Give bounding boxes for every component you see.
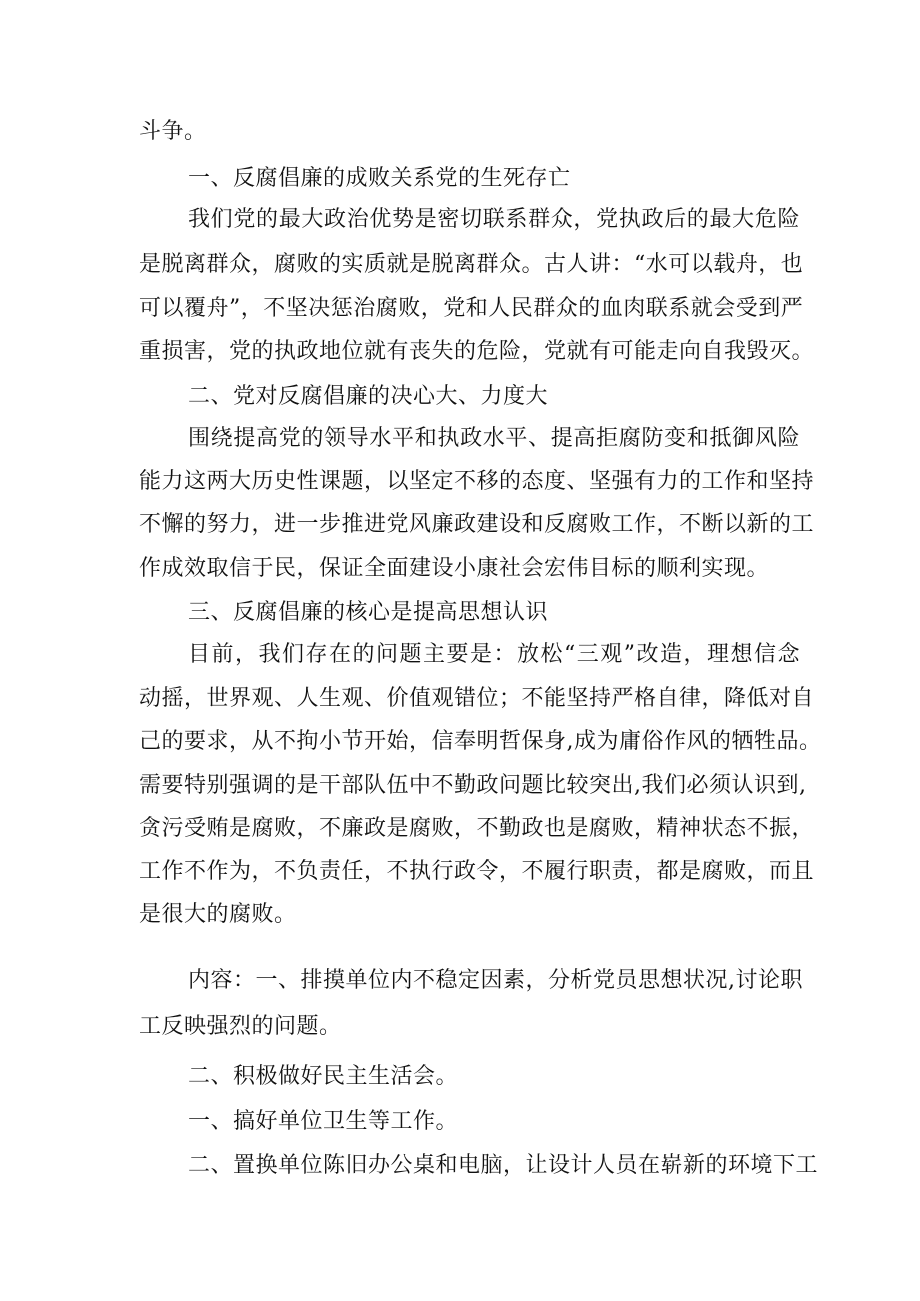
section-heading: 三、反腐倡廉的核心是提高思想认识 [188,600,549,625]
text-line: 可以覆舟”，不坚决惩治腐败，党和人民群众的血肉联系就会受到严 [139,296,804,321]
text-line: 不懈的努力，进一步推进党风廉政建设和反腐败工作，不断以新的工 [139,512,815,537]
text-line: 目前，我们存在的问题主要是：放松“三观”改造，理想信念 [188,642,800,667]
text-line: 工反映强烈的问题。 [139,1014,342,1039]
text-line: 需要特别强调的是干部队伍中不勤政问题比较突出,我们必须认识到, [139,773,807,798]
text-line: 是很大的腐败。 [139,902,297,927]
list-item: 一、搞好单位卫生等工作。 [188,1109,459,1134]
section-heading: 二、党对反腐倡廉的决心大、力度大 [188,384,549,409]
text-line: 贪污受贿是腐败，不廉政是腐败，不勤政也是腐败，精神状态不振， [139,816,815,841]
text-line: 作成效取信于民，保证全面建设小康社会宏伟目标的顺利实现。 [139,556,770,581]
text-line: 是脱离群众，腐败的实质就是脱离群众。古人讲：“水可以载舟，也 [139,252,804,277]
text-line: 围绕提高党的领导水平和执政水平、提高拒腐防变和抵御风险 [188,426,800,451]
text-line: 重损害，党的执政地位就有丧失的危险，党就有可能走向自我毁灭。 [139,339,815,364]
text-line: 工作不作为，不负责任，不执行政令，不履行职责，都是腐败，而且 [139,859,815,884]
text-line: 我们党的最大政治优势是密切联系群众，党执政后的最大危险 [188,207,800,232]
section-heading: 一、反腐倡廉的成败关系党的生死存亡 [188,166,571,191]
text-line: 己的要求，从不拘小节开始，信奉明哲保身,成为庸俗作风的牺牲品。 [139,729,822,754]
text-line: 斗争。 [139,119,207,144]
list-item: 二、置换单位陈旧办公桌和电脑，让设计人员在崭新的环境下工 [188,1153,819,1178]
list-item: 二、积极做好民主生活会。 [188,1064,459,1089]
text-line: 内容：一、排摸单位内不稳定因素，分析党员思想状况,讨论职 [188,968,803,993]
text-line: 能力这两大历史性课题，以坚定不移的态度、坚强有力的工作和坚持 [139,469,815,494]
text-line: 动摇，世界观、人生观、价值观错位；不能坚持严格自律，降低对自 [139,686,815,711]
